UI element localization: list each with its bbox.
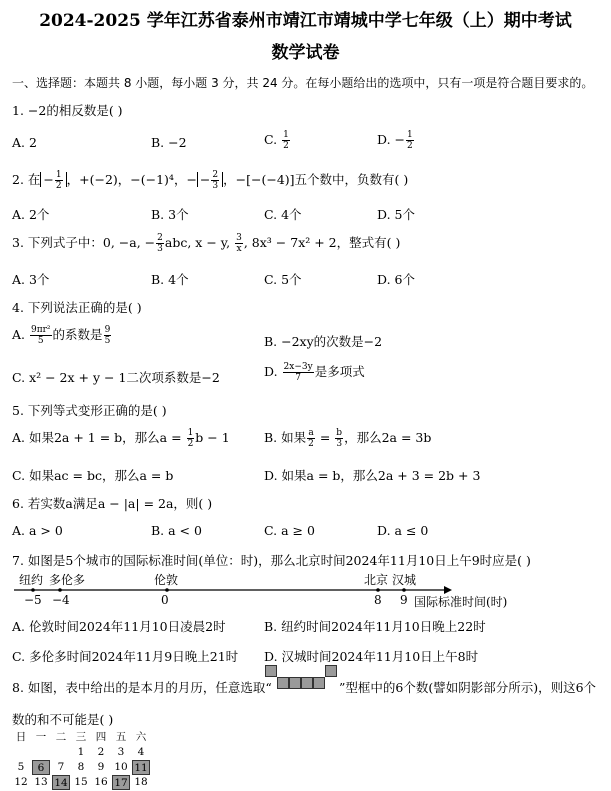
q4-d-prefix: D. <box>264 364 282 379</box>
q7-option-b: B. 纽约时间2024年11月10日晚上22时 <box>264 619 486 634</box>
q4-option-b: B. −2xy的次数是−2 <box>264 334 383 349</box>
city-hankou: 汉城 <box>392 573 417 587</box>
q5-stem: 5. 下列等式变形正确的是( ) <box>12 403 167 418</box>
calendar-day: 8 <box>77 761 85 773</box>
tick-label: −5 <box>24 593 42 607</box>
section-heading: 一、选择题：本题共 8 小题，每小题 3 分，共 24 分。在每小题给出的选项中，只有一项是符合题目要求的。 <box>12 76 594 90</box>
calendar-day: 18 <box>134 776 148 788</box>
calendar-day: 4 <box>137 746 145 758</box>
denominator: 2 <box>55 181 62 191</box>
calendar-day: 11 <box>132 760 150 775</box>
denominator: 5 <box>37 336 44 346</box>
calendar-weekday: 六 <box>135 731 147 743</box>
numerator: 9 <box>104 325 111 335</box>
numerator: 1 <box>407 130 413 140</box>
q3-stem <box>12 233 400 254</box>
q1-option-d <box>377 130 415 151</box>
t-shape-cell <box>265 665 277 677</box>
q2-suffix: ，−[−(−4)]五个数中，负数有( ) <box>223 172 409 187</box>
q1-option-c-prefix: C. <box>264 132 282 147</box>
calendar-day: 16 <box>94 776 108 788</box>
q1-stem: 1. −2的相反数是( ) <box>12 103 123 118</box>
numerator: b <box>336 428 343 438</box>
q7-option-c: C. 多伦多时间2024年11月9日晚上21时 <box>12 649 239 664</box>
t-shape-cell <box>289 677 301 689</box>
q6-option-d: D. a ≤ 0 <box>377 523 429 538</box>
q4-d-suffix: 是多项式 <box>314 364 365 379</box>
fraction <box>156 233 164 254</box>
fraction <box>187 428 195 449</box>
calendar-day: 15 <box>74 776 88 788</box>
fraction <box>30 325 52 346</box>
tick-label: −4 <box>52 593 70 607</box>
calendar-day: 5 <box>17 761 25 773</box>
t-shape-cell <box>325 665 337 677</box>
q1-option-b: B. −2 <box>151 135 187 150</box>
city-toronto: 多伦多 <box>49 573 86 587</box>
calendar-weekday: 三 <box>75 731 87 743</box>
fraction <box>104 325 112 346</box>
denominator: 3 <box>336 439 343 449</box>
calendar-day: 3 <box>117 746 125 758</box>
q4-stem: 4. 下列说法正确的是( ) <box>12 300 142 315</box>
q3-prefix: 3. 下列式子中：0, −a, − <box>12 235 156 250</box>
q7-option-a: A. 伦敦时间2024年11月10日凌晨2时 <box>12 619 226 634</box>
point-toronto <box>58 588 62 592</box>
q5-b-middle: = <box>315 430 335 445</box>
denominator: 2 <box>407 141 413 151</box>
fraction <box>283 362 314 383</box>
calendar-weekday: 二 <box>55 731 67 743</box>
q2-stem <box>12 170 408 191</box>
numerator: 9πr² <box>30 325 51 335</box>
q4-option-c: C. x² − 2x + y − 1二次项系数是−2 <box>12 370 220 385</box>
calendar-day: 13 <box>34 776 48 788</box>
calendar-day: 1 <box>77 746 85 758</box>
t-shape-cell <box>301 677 313 689</box>
q2-prefix: 2. 在 <box>12 172 41 187</box>
numerator: 2 <box>157 233 163 243</box>
q8-stem-line2: 数的和不可能是( ) <box>12 712 114 727</box>
q4-a-prefix: A. <box>12 327 29 342</box>
q3-suffix: , 8x³ − 7x² + 2，整式有( ) <box>243 235 401 250</box>
city-london: 伦敦 <box>154 573 179 587</box>
fraction <box>307 428 315 449</box>
q1-option-a: A. 2 <box>12 135 37 150</box>
tick-label: 9 <box>400 593 408 607</box>
denominator: x <box>236 244 242 254</box>
calendar-day <box>52 745 70 760</box>
numerator: 1 <box>283 130 289 140</box>
q5-option-d: D. 如果a = b，那么2a + 3 = 2b + 3 <box>264 468 481 483</box>
q5-b-prefix: B. 如果 <box>264 430 307 445</box>
q4-option-d <box>264 362 365 383</box>
q2-option-c: C. 4个 <box>264 207 302 222</box>
q7-option-d: D. 汉城时间2024年11月10日上午8时 <box>264 649 479 664</box>
point-newyork <box>31 588 35 592</box>
number-line-axis <box>12 584 457 600</box>
tick-label: 8 <box>374 593 382 607</box>
point-hankou <box>402 588 406 592</box>
numerator: 1 <box>187 428 194 438</box>
q7-stem: 7. 如图是5个城市的国际标准时间(单位：时)，那么北京时间2024年11月10日上午9时应是( ) <box>12 553 531 568</box>
calendar-day: 17 <box>112 775 130 790</box>
calendar-day: 9 <box>97 761 105 773</box>
city-beijing: 北京 <box>364 573 389 587</box>
denominator: 3 <box>157 244 163 254</box>
denominator: 5 <box>104 336 111 346</box>
fraction <box>335 428 343 449</box>
q2-option-a: A. 2个 <box>12 207 50 222</box>
q2-middle: ，+(−2)，−(−1)⁴，− <box>66 172 197 187</box>
fraction <box>55 170 63 191</box>
numerator: 3 <box>236 233 242 243</box>
denominator: 2 <box>187 439 194 449</box>
calendar-day: 10 <box>114 761 128 773</box>
q2-option-b: B. 3个 <box>151 207 189 222</box>
fraction <box>211 170 219 191</box>
q1-option-c <box>264 130 291 151</box>
q2-option-d: D. 5个 <box>377 207 415 222</box>
calendar-day: 14 <box>52 775 70 790</box>
point-london <box>165 588 169 592</box>
q8-stem-suffix: ”型框中的6个数(譬如阴影部分所示)，则这6个 <box>339 680 597 695</box>
q5-option-b <box>264 428 431 449</box>
abs-value: − $\frac{1}{2}$ <box>40 172 66 187</box>
q3-option-b: B. 4个 <box>151 272 189 287</box>
q5-a-suffix: b − 1 <box>195 430 230 445</box>
t-shape-cell <box>313 677 325 689</box>
q4-a-middle: 的系数是 <box>52 327 103 342</box>
fraction <box>235 233 243 254</box>
exam-title: 2024-2025 学年江苏省泰州市靖江市靖城中学七年级（上）期中考试 <box>39 11 572 31</box>
calendar-day: 12 <box>14 776 28 788</box>
abs-value: − $\frac{2}{3}$ <box>197 172 223 187</box>
exam-subtitle: 数学试卷 <box>271 43 340 63</box>
q4-option-a <box>12 325 112 346</box>
q1-option-c-fraction <box>282 130 290 151</box>
axis-label: 国际标准时间(时) <box>414 595 508 609</box>
calendar-weekday: 四 <box>95 731 107 743</box>
q5-option-a <box>12 428 230 449</box>
q3-option-a: A. 3个 <box>12 272 50 287</box>
tick-label: 0 <box>161 593 169 607</box>
calendar-day <box>12 745 30 760</box>
calendar-weekday: 一 <box>35 731 47 743</box>
q5-option-c: C. 如果ac = bc，那么a = b <box>12 468 174 483</box>
q8-stem-prefix: 8. 如图，表中给出的是本月的月历，任意选取“ <box>12 680 272 695</box>
q5-a-prefix: A. 如果2a + 1 = b，那么a = <box>12 430 186 445</box>
q6-option-b: B. a < 0 <box>151 523 202 538</box>
calendar-weekday: 日 <box>15 731 27 743</box>
calendar-weekday: 五 <box>115 731 127 743</box>
q5-b-suffix: ，那么2a = 3b <box>344 430 432 445</box>
calendar-day: 7 <box>57 761 65 773</box>
city-newyork: 纽约 <box>19 573 44 587</box>
q6-option-c: C. a ≥ 0 <box>264 523 315 538</box>
point-beijing <box>376 588 380 592</box>
calendar-day: 6 <box>32 760 50 775</box>
numerator: 2x−3y <box>283 362 313 372</box>
calendar-day: 2 <box>97 746 105 758</box>
q6-stem: 6. 若实数a满足a − |a| = 2a，则( ) <box>12 496 213 511</box>
q3-option-c: C. 5个 <box>264 272 302 287</box>
denominator: 2 <box>283 141 289 151</box>
q3-option-d: D. 6个 <box>377 272 415 287</box>
numerator: 2 <box>212 170 219 180</box>
q1-option-d-prefix: D. − <box>377 132 405 147</box>
denominator: 2 <box>308 439 314 449</box>
q3-middle: abc, x − y, <box>164 235 235 250</box>
q6-option-a: A. a > 0 <box>12 523 63 538</box>
q1-option-d-fraction <box>406 130 414 151</box>
denominator: 3 <box>212 181 219 191</box>
calendar-day <box>32 745 50 760</box>
denominator: 7 <box>295 373 301 383</box>
t-shape-cell <box>277 677 289 689</box>
numerator: 1 <box>55 170 62 180</box>
numerator: a <box>308 428 314 438</box>
